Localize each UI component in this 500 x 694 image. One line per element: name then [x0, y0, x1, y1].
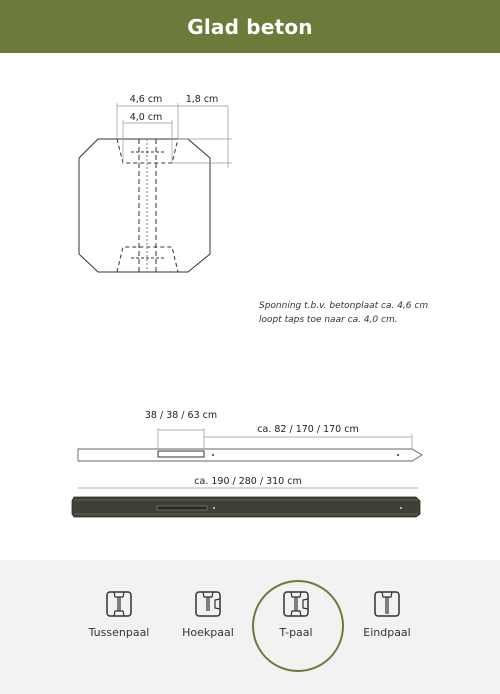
light-post-outline	[78, 449, 422, 461]
dim-inner-width: 4,0 cm	[129, 112, 163, 123]
hoekpaal-icon	[194, 590, 222, 618]
groove-note: Sponning t.b.v. betonplaat ca. 4,6 cm loopt taps toe naar ca. 4,0 cm.	[259, 301, 429, 325]
dim-depth: 1,8 cm	[185, 94, 219, 105]
light-post-slot	[158, 451, 204, 457]
light-post-hole-b	[397, 454, 399, 456]
tussenpaal-icon	[105, 590, 133, 618]
dark-post-slot	[157, 506, 207, 510]
type-t-paal[interactable]	[251, 590, 341, 639]
type-label: Eindpaal	[363, 626, 411, 639]
post-type-selector	[0, 560, 500, 694]
dim-upper: ca. 82 / 170 / 170 cm	[257, 424, 359, 435]
type-hoekpaal[interactable]	[163, 590, 253, 639]
type-label: Tussenpaal	[88, 626, 150, 639]
type-label: Hoekpaal	[182, 626, 234, 639]
light-post-hole-a	[212, 454, 214, 456]
technical-drawing	[0, 53, 500, 560]
eindpaal-icon	[373, 590, 401, 618]
dark-post-hole-a	[213, 507, 215, 509]
dim-outer-width: 4,6 cm	[129, 94, 163, 105]
cross-section	[79, 139, 210, 272]
side-view-light	[78, 449, 422, 461]
post-outline	[79, 139, 210, 272]
header-bar	[0, 0, 500, 53]
t-paal-icon	[282, 590, 310, 618]
dim-total: ca. 190 / 280 / 310 cm	[194, 476, 302, 487]
page-title: Glad beton	[187, 14, 313, 39]
type-tussenpaal[interactable]	[74, 590, 164, 639]
side-view-dark	[72, 497, 420, 517]
dim-slot: 38 / 38 / 63 cm	[144, 410, 218, 421]
type-label: T-paal	[279, 626, 313, 639]
type-eindpaal[interactable]	[342, 590, 432, 639]
dark-post-hole-b	[400, 507, 402, 509]
